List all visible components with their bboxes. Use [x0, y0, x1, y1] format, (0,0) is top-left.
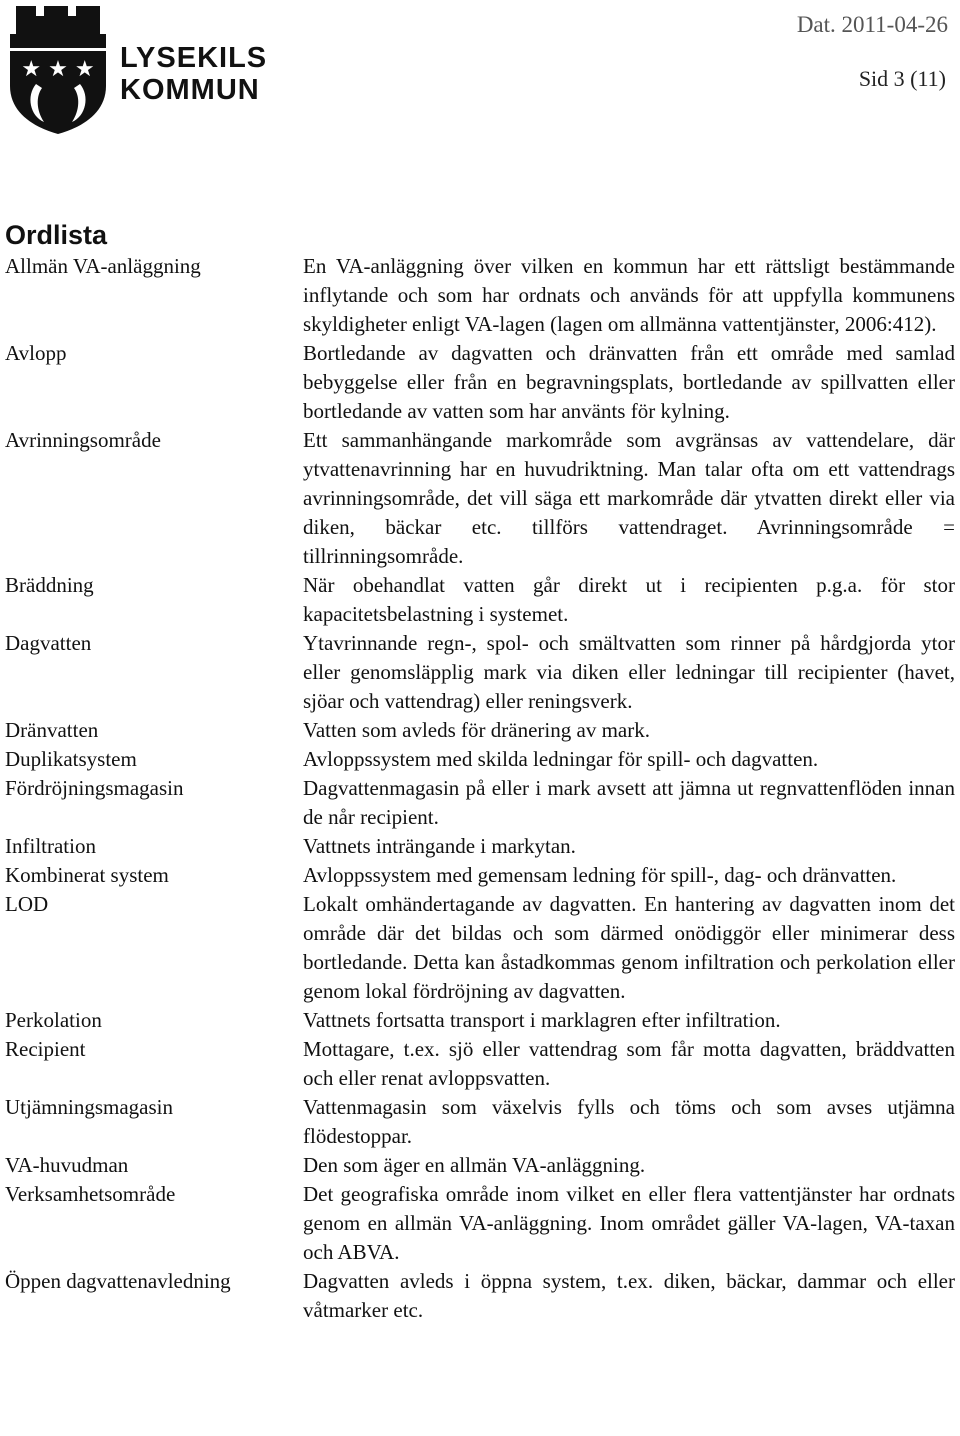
glossary-term: Fördröjningsmagasin: [5, 776, 184, 800]
glossary-definition: Dagvatten avleds i öppna system, t.ex. diken, bäckar, dammar och eller våtmarker etc.: [303, 1269, 955, 1322]
glossary-entry: [5, 716, 957, 745]
glossary-term: Avrinningsområde: [5, 428, 161, 452]
glossary-entry: [5, 629, 957, 716]
glossary-term: Verksamhetsområde: [5, 1182, 176, 1206]
glossary-definition: Ett sammanhängande markområde som avgränsas av vattendelare, där ytvattenavrinning har en huvudriktning. Man talar ofta om ett vattendrags avrinningsområde, det vill säga ett markområde där ytvatten direkt eller via diken, bäckar etc. tillförs vattendraget. Avrinningsområde = tillrinningsområde.: [303, 428, 955, 568]
glossary-term: Dränvatten: [5, 718, 99, 742]
glossary-definition: Dagvattenmagasin på eller i mark avsett att jämna ut regnvattenflöden innan de når recipient.: [303, 776, 955, 829]
glossary-definition: När obehandlat vatten går direkt ut i recipienten p.g.a. för stor kapacitetsbelastning i systemet.: [303, 573, 955, 626]
coat-of-arms-icon: [6, 4, 110, 136]
glossary-term: Utjämningsmagasin: [5, 1095, 173, 1119]
glossary-term: Perkolation: [5, 1008, 102, 1032]
glossary-definition: Ytavrinnande regn-, spol- och smältvatten som rinner på hårdgjorda ytor eller genomsläpplig mark via diken eller ledningar till recipienter (havet, sjöar och vattendrag) eller reningsverk.: [303, 631, 955, 713]
svg-text:★ ★ ★: ★ ★ ★: [21, 57, 95, 82]
glossary-entry: [5, 1151, 957, 1180]
glossary-list: [5, 252, 957, 1325]
glossary-definition: Vatten som avleds för dränering av mark.: [303, 718, 650, 742]
glossary-definition: Mottagare, t.ex. sjö eller vattendrag som får motta dagvatten, bräddvatten och eller renat avloppsvatten.: [303, 1037, 955, 1090]
glossary-definition: Avloppssystem med gemensam ledning för spill-, dag- och dränvatten.: [303, 863, 897, 887]
logo-line-2: KOMMUN: [120, 74, 260, 106]
glossary-term: LOD: [5, 892, 49, 916]
glossary-definition: Vattenmagasin som växelvis fylls och töms och som avses utjämna flödestoppar.: [303, 1095, 955, 1148]
glossary-definition: Vattnets inträngande i markytan.: [303, 834, 576, 858]
glossary-entry: [5, 1180, 957, 1267]
glossary-entry: [5, 1093, 957, 1151]
glossary-entry: [5, 1267, 957, 1325]
glossary-entry: [5, 571, 957, 629]
page-title: Ordlista: [5, 220, 108, 250]
glossary-term: Allmän VA-anläggning: [5, 254, 201, 278]
glossary-term: Avlopp: [5, 341, 67, 365]
glossary-term: Kombinerat system: [5, 863, 169, 887]
glossary-entry: [5, 890, 957, 1006]
glossary-definition: Lokalt omhändertagande av dagvatten. En hantering av dagvatten inom det område där det bildas och som därmed onödiggör eller minimerar dess bortledande. Detta kan åstadkommas genom infiltration och perkolation eller genom lokal fördröjning av dagvatten.: [303, 892, 955, 1003]
glossary-entry: [5, 339, 957, 426]
glossary-term: Duplikatsystem: [5, 747, 137, 771]
glossary-term: Öppen dagvattenavledning: [5, 1269, 231, 1293]
glossary-entry: [5, 252, 957, 339]
municipality-logo: [6, 4, 286, 139]
glossary-term: Bräddning: [5, 573, 94, 597]
glossary-term: Recipient: [5, 1037, 86, 1061]
document-date: Dat. 2011-04-26: [796, 12, 948, 37]
glossary-entry: [5, 861, 957, 890]
glossary-term: Dagvatten: [5, 631, 92, 655]
glossary-entry: [5, 745, 957, 774]
glossary-definition: Den som äger en allmän VA-anläggning.: [303, 1153, 646, 1177]
page-number: Sid 3 (11): [858, 66, 946, 91]
glossary-definition: Det geografiska område inom vilket en eller flera vattentjänster har ordnats genom en allmän VA-anläggning. Inom området gäller VA-lagen, VA-taxan och ABVA.: [303, 1182, 955, 1264]
glossary-entry: [5, 1035, 957, 1093]
glossary-entry: [5, 832, 957, 861]
glossary-definition: Bortledande av dagvatten och dränvatten från ett område med samlad bebyggelse eller från en begravningsplats, bortledande av spillvatten eller bortledande av vatten som har använts för kylning.: [303, 341, 955, 423]
glossary-definition: Avloppssystem med skilda ledningar för spill- och dagvatten.: [303, 747, 819, 771]
glossary-term: VA-huvudman: [5, 1153, 129, 1177]
glossary-definition: Vattnets fortsatta transport i marklagren efter infiltration.: [303, 1008, 781, 1032]
logo-line-1: LYSEKILS: [120, 42, 268, 74]
glossary-entry: [5, 774, 957, 832]
glossary-term: Infiltration: [5, 834, 96, 858]
glossary-definition: En VA-anläggning över vilken en kommun har ett rättsligt bestämmande inflytande och som har ordnats och används för att uppfylla kommunens skyldigheter enligt VA-lagen (lagen om allmänna vattentjänster, 2006:412).: [303, 254, 955, 336]
glossary-entry: [5, 426, 957, 571]
glossary-entry: [5, 1006, 957, 1035]
